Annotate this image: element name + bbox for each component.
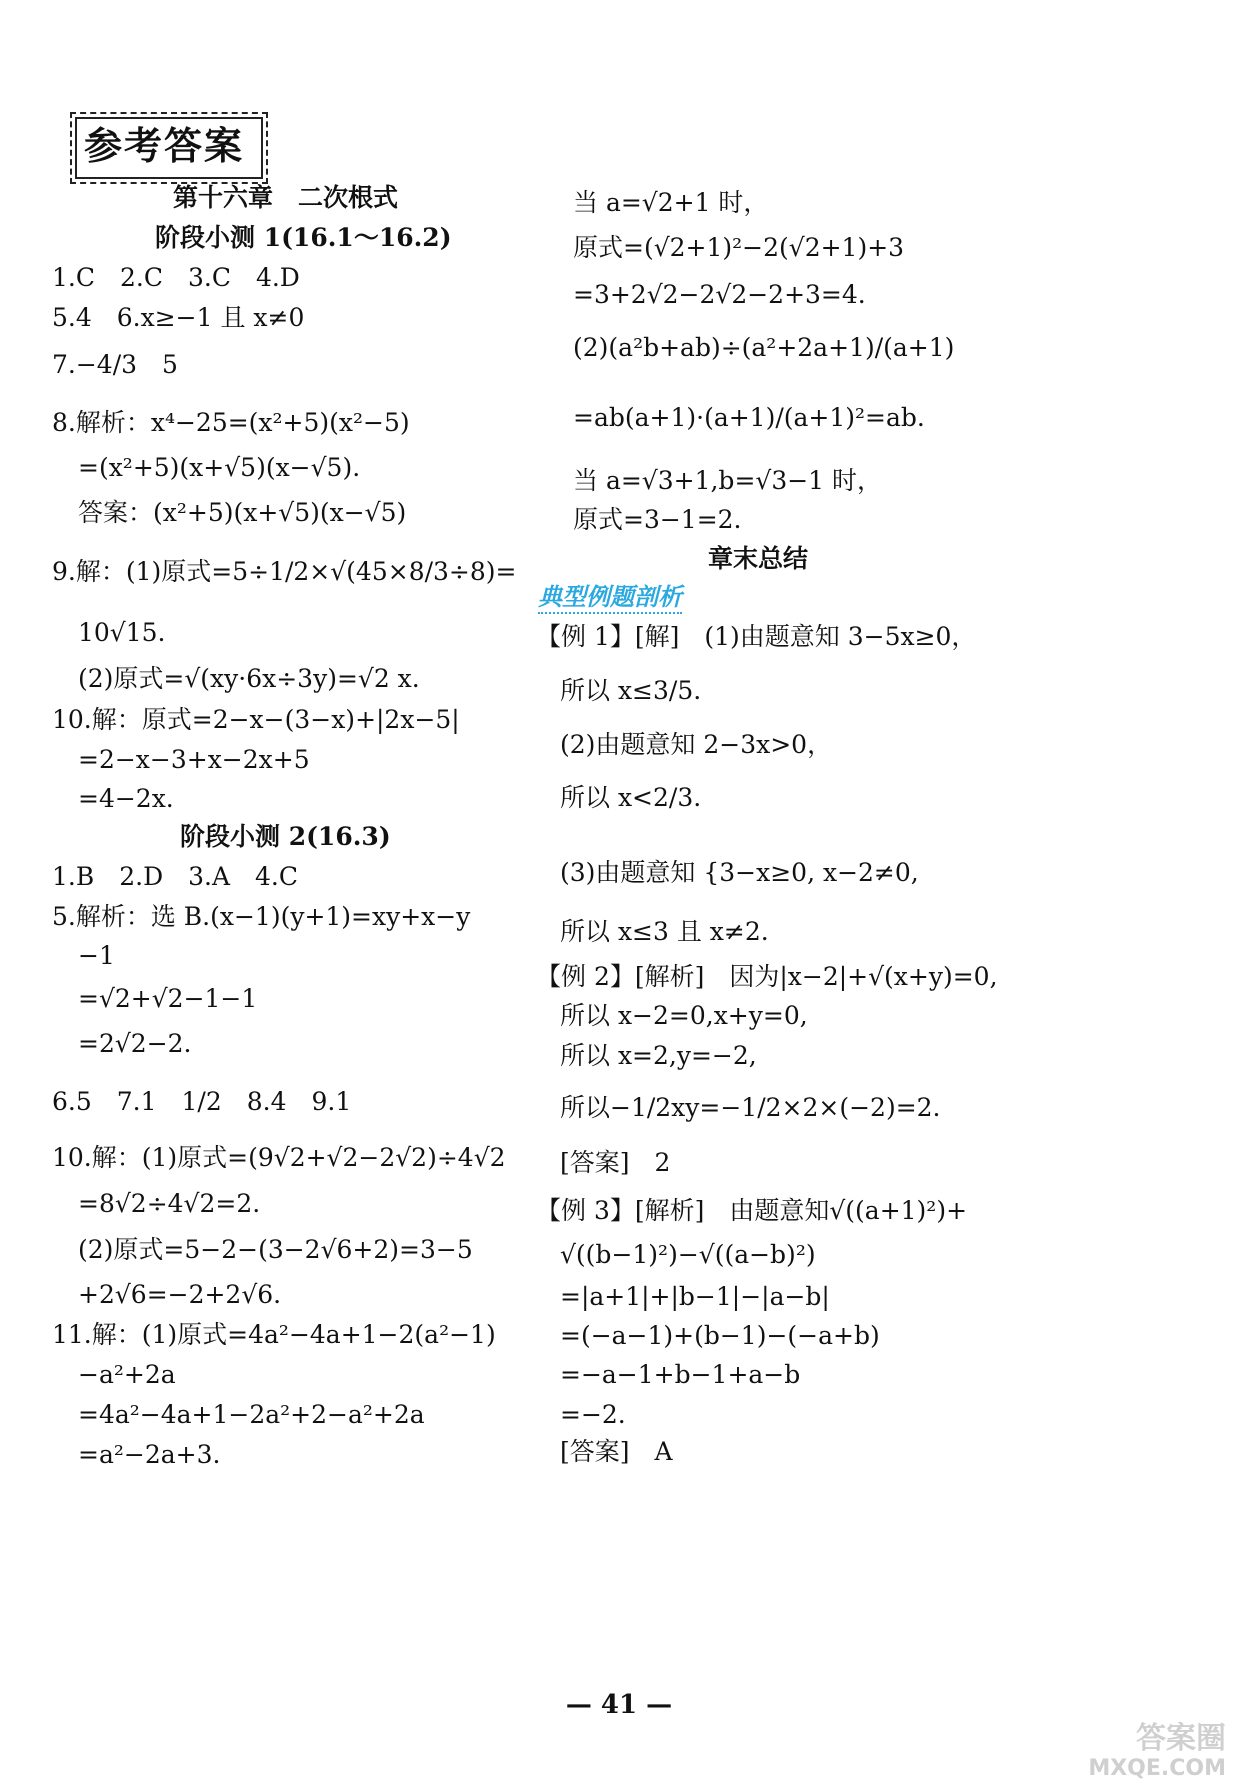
answer-line: [答案] A [560,1437,673,1466]
section-heading: 章末总结 [708,544,809,573]
answer-line: 11.解：(1)原式=4a²−4a+1−2(a²−1) [52,1320,496,1349]
section-tag: 典型例题剖析 [538,582,682,614]
answer-line: =−2. [560,1400,626,1429]
answer-line: 所以−1/2xy=−1/2×2×(−2)=2. [560,1093,941,1122]
watermark-logo: 答案圈 [1136,1721,1226,1756]
answer-line: =|a+1|+|b−1|−|a−b| [560,1282,830,1311]
answer-line: 1.B 2.D 3.A 4.C [52,862,299,891]
answer-line: =a²−2a+3. [78,1440,221,1469]
answer-line: =4−2x. [78,784,174,813]
answer-line: 当 a=√2+1 时， [573,188,769,217]
answer-line: 【例 1】[解] (1)由题意知 3−5x≥0， [536,622,977,651]
answer-line: 9.解：(1)原式=5÷1/2×√(45×8/3÷8)= [52,557,517,586]
page-title: 参考答案 [84,124,245,168]
answer-line: 答案：(x²+5)(x+√5)(x−√5) [78,498,407,527]
answer-line: 所以 x<2/3. [560,783,702,812]
answer-line: 所以 x=2,y=−2, [560,1041,757,1070]
answer-line: 7.−4/3 5 [52,350,178,379]
answer-line: =2−x−3+x−2x+5 [78,745,310,774]
answer-line: =(x²+5)(x+√5)(x−√5). [78,453,361,482]
answer-line: 8.解析：x⁴−25=(x²+5)(x²−5) [52,408,410,437]
answer-line: (2)原式=5−2−(3−2√6+2)=3−5 [78,1235,473,1264]
answer-line: =√2+√2−1−1 [78,984,258,1013]
answer-line: =3+2√2−2√2−2+3=4. [573,280,866,309]
watermark [1088,1721,1226,1784]
watermark-url: MXQE.COM [1088,1756,1226,1781]
answer-line: 10.解：(1)原式=(9√2+√2−2√2)÷4√2 [52,1143,506,1172]
answer-line: 原式=(√2+1)²−2(√2+1)+3 [573,233,905,262]
chapter-heading: 第十六章 二次根式 [173,183,399,212]
answer-line: 5.解析：选 B.(x−1)(y+1)=xy+x−y [52,902,471,931]
answer-line: 所以 x≤3/5. [560,676,702,705]
page-number: — 41 — [565,1690,673,1720]
answer-line: 10.解：原式=2−x−(3−x)+|2x−5| [52,705,460,734]
answer-line: =2√2−2. [78,1029,192,1058]
answer-line: 【例 2】[解析] 因为|x−2|+√(x+y)=0, [536,962,998,991]
answer-line: √((b−1)²)−√((a−b)²) [560,1240,816,1269]
answer-line: −a²+2a [78,1360,176,1389]
answer-line: =ab(a+1)·(a+1)/(a+1)²=ab. [573,403,925,432]
answer-line: 所以 x−2=0,x+y=0, [560,1001,808,1030]
answer-line: 1.C 2.C 3.C 4.D [52,263,300,292]
answer-line: (2)原式=√(xy·6x÷3y)=√2 x. [78,664,420,693]
answer-line: 所以 x≤3 且 x≠2. [560,917,769,946]
answer-line: =4a²−4a+1−2a²+2−a²+2a [78,1400,425,1429]
answer-line: −1 [78,941,115,970]
answer-line: 6.5 7.1 1/2 8.4 9.1 [52,1087,352,1116]
answer-line: 10√15. [78,618,166,647]
answer-line: 【例 3】[解析] 由题意知√((a+1)²)+ [536,1196,968,1225]
answer-line: 当 a=√3+1,b=√3−1 时， [573,466,883,495]
answer-line: +2√6=−2+2√6. [78,1280,282,1309]
answer-line: (2)由题意知 2−3x>0， [560,730,833,759]
section-heading: 阶段小测 1(16.1～16.2) [155,223,452,252]
section-heading: 阶段小测 2(16.3) [180,822,391,851]
answer-line: (2)(a²b+ab)÷(a²+2a+1)/(a+1) [573,333,955,362]
answer-line: =(−a−1)+(b−1)−(−a+b) [560,1321,880,1350]
answer-line: [答案] 2 [560,1148,671,1177]
answer-line: (3)由题意知 {3−x≥0, x−2≠0, [560,858,919,887]
answer-line: 原式=3−1=2. [573,505,742,534]
answer-line: =8√2÷4√2=2. [78,1189,261,1218]
answer-line: 5.4 6.x≥−1 且 x≠0 [52,303,305,332]
answer-line: =−a−1+b−1+a−b [560,1360,801,1389]
